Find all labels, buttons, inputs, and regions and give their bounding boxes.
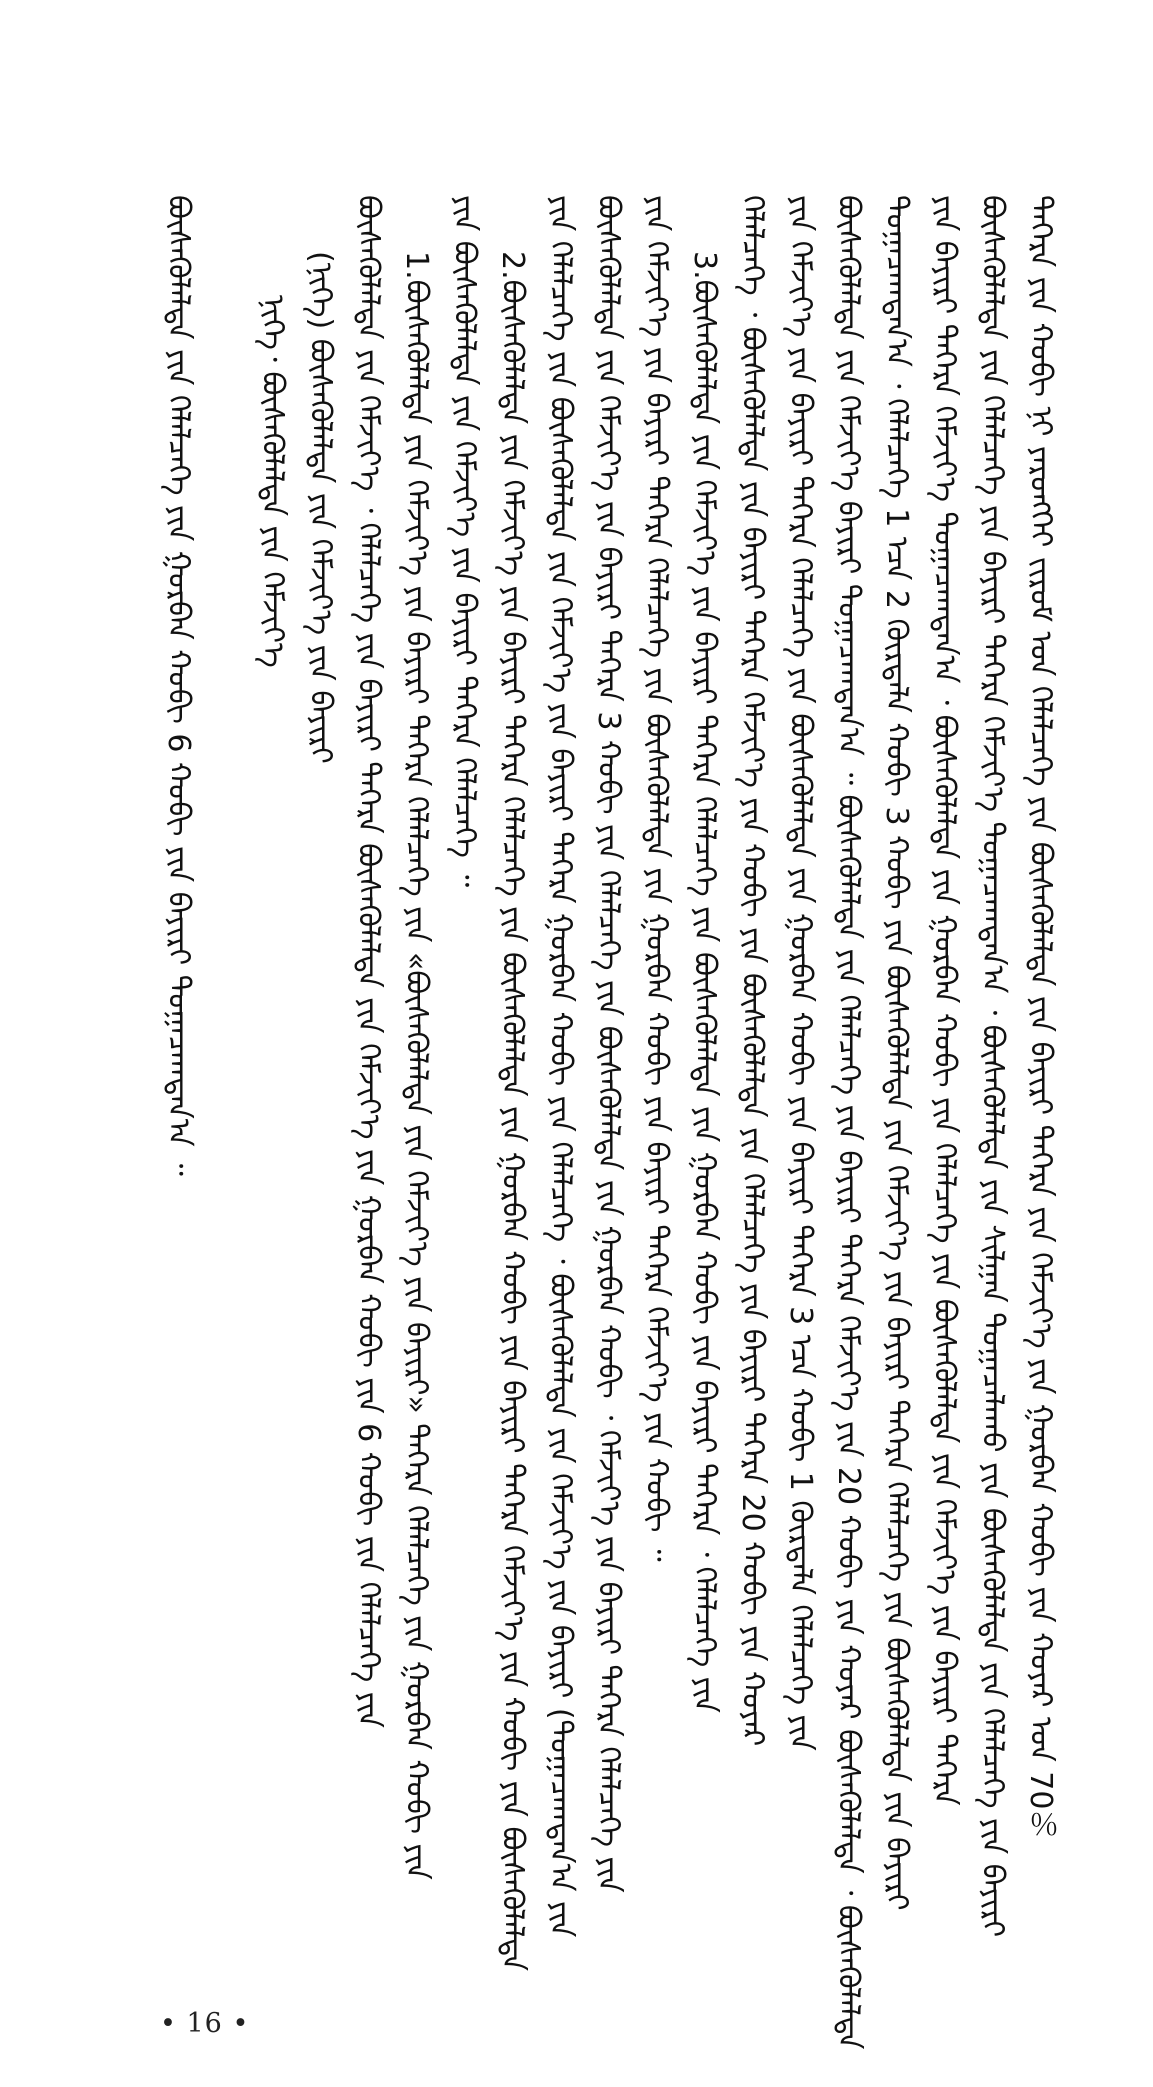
text-column: (ᠨᠢᠭᠡ) ᠪᠦᠰᠡᠭᠦᠯᠡᠯᠲᠡ ᠶᠢᠨ ᠬᠡᠮᠵᠢᠶ᠎ᠡ ᠶᠢᠨ ᠪᠠᠶᠢᠷᠢ <box>303 251 338 764</box>
text-column: ᠪᠦᠰᠡᠭᠦᠯᠡᠯᠲᠡ ᠶᠢᠨ ᠬᠡᠯᠡᠯᠴᠡᠭᠡ ᠶᠢᠨ ᠪᠠᠶᠢᠷᠢ ᠳᠡᠭᠡᠷᠡ ᠬᠡᠮᠵᠢᠶ᠎ᠡ ᠲᠣᠭᠠᠴᠠᠭᠳᠠᠨ᠎ᠠ ᠂ ᠪᠦᠰᠡᠭᠦᠯᠡᠯᠲᠡ ᠶᠢᠨ ᠰᠢᠯᠭᠠᠨ ᠲᠣᠭᠠᠴᠠᠯᠠᠬᠤ ᠶᠢᠨ ᠪᠦᠰᠡᠭᠦᠯᠡᠯᠲᠡ ᠶᠢᠨ ᠬᠡᠯᠡᠯᠴᠡᠭᠡ ᠶᠢᠨ ᠪᠠᠶᠢᠷᠢ <box>975 195 1010 1938</box>
text-column: ᠳᠡᠭᠡᠷᠡ ᠶᠢᠨ ᠬᠤᠪᠢ ᠨᠢ ᠶᠡᠷᠦᠩᠬᠡᠢ ᠵᠢᠷᠤᠮ ᠤᠨ ᠬᠡᠯᠡᠯᠴᠡᠭᠡ ᠶᠢᠨ ᠪᠦᠰᠡᠭᠦᠯᠡᠯᠲᠡ ᠶᠢᠨ ᠪᠠᠶᠢᠷᠢ ᠳᠡᠭᠡᠷᠡ ᠶᠢᠨ ᠬᠡᠮᠵᠢᠶ᠎ᠡ ᠶᠢᠨ ᠭᠤᠷᠪᠠᠨ ᠬᠤᠪᠢ ᠶᠢᠨ ᠬᠣᠶᠠᠷ ᠤᠨ 70％ <box>1023 195 1058 1840</box>
text-column: ᠨᠢᠭᠡ᠂ ᠪᠦᠰᠡᠭᠦᠯᠡᠯᠲᠡ ᠶᠢᠨ ᠬᠡᠮᠵᠢᠶ᠎ᠡ <box>255 295 290 668</box>
text-column: ᠶᠢᠨ ᠬᠡᠮᠵᠢᠶ᠎ᠡ ᠶᠢᠨ ᠪᠠᠶᠢᠷᠢ ᠳᠡᠭᠡᠷᠡ ᠬᠡᠯᠡᠯᠴᠡᠭᠡ ᠶᠢᠨ ᠪᠦᠰᠡᠭᠦᠯᠡᠯᠲᠡ ᠶᠢᠨ ᠭᠤᠷᠪᠠᠨ ᠬᠤᠪᠢ ᠶᠢᠨ ᠪᠠᠶᠢᠷᠢ ᠳᠡᠭᠡᠷᠡ ᠬᠡᠮᠵᠢᠶ᠎ᠡ ᠶᠢᠨ ᠬᠤᠪᠢ ᠃ <box>639 195 674 1562</box>
text-column: ᠶᠢᠨ ᠬᠡᠮᠵᠢᠶ᠎ᠡ ᠶᠢᠨ ᠪᠠᠶᠢᠷᠢ ᠳᠡᠭᠡᠷᠡ ᠬᠡᠯᠡᠯᠴᠡᠭᠡ ᠶᠢᠨ ᠪᠦᠰᠡᠭᠦᠯᠡᠯᠲᠡ ᠶᠢᠨ ᠭᠤᠷᠪᠠᠨ ᠬᠤᠪᠢ ᠶᠢᠨ ᠪᠠᠶᠢᠷᠢ ᠳᠡᠭᠡᠷᠡ 3 ᠡᠴᠡ ᠬᠤᠪᠢ 1 ᠬᠦᠷᠲᠡᠯᠡ ᠬᠡᠯᠡᠯᠴᠡᠭᠡ ᠶᠢᠨ <box>783 195 818 1751</box>
page-number: • 16 • <box>160 2008 250 2039</box>
text-column: 3.ᠪᠦᠰᠡᠭᠦᠯᠡᠯᠲᠡ ᠶᠢᠨ ᠬᠡᠮᠵᠢᠶ᠎ᠡ ᠶᠢᠨ ᠪᠠᠶᠢᠷᠢ ᠳᠡᠭᠡᠷᠡ ᠬᠡᠯᠡᠯᠴᠡᠭᠡ ᠶᠢᠨ ᠪᠦᠰᠡᠭᠦᠯᠡᠯᠲᠡ ᠶᠢᠨ ᠭᠤᠷᠪᠠᠨ ᠬᠤᠪᠢ ᠶᠢᠨ ᠪᠠᠶᠢᠷᠢ ᠳᠡᠭᠡᠷᠡ ᠂ ᠬᠡᠯᠡᠯᠴᠡᠭᠡ ᠶᠢᠨ <box>687 251 722 1713</box>
text-column: 2.ᠪᠦᠰᠡᠭᠦᠯᠡᠯᠲᠡ ᠶᠢᠨ ᠬᠡᠮᠵᠢᠶ᠎ᠡ ᠶᠢᠨ ᠪᠠᠶᠢᠷᠢ ᠳᠡᠭᠡᠷᠡ ᠬᠡᠯᠡᠯᠴᠡᠭᠡ ᠶᠢᠨ ᠪᠦᠰᠡᠭᠦᠯᠡᠯᠲᠡ ᠶᠢᠨ ᠭᠤᠷᠪᠠᠨ ᠬᠤᠪᠢ ᠶᠢᠨ ᠪᠠᠶᠢᠷᠢ ᠳᠡᠭᠡᠷᠡ ᠬᠡᠮᠵᠢᠶ᠎ᠡ ᠶᠢᠨ ᠬᠤᠪᠢ ᠶᠢᠨ ᠪᠦᠰᠡᠭᠦᠯᠡᠯᠲᠡ <box>495 251 530 1972</box>
text-column: ᠶᠢᠨ ᠪᠦᠰᠡᠭᠦᠯᠡᠯᠲᠡ ᠶᠢᠨ ᠬᠡᠮᠵᠢᠶ᠎ᠡ ᠶᠢᠨ ᠪᠠᠶᠢᠷᠢ ᠳᠡᠭᠡᠷᠡ ᠬᠡᠯᠡᠯᠴᠡᠭᠡ ᠃ <box>447 195 482 888</box>
text-column: ᠪᠦᠰᠡᠭᠦᠯᠡᠯᠲᠡ ᠶᠢᠨ ᠬᠡᠮᠵᠢᠶ᠎ᠡ ᠪᠠᠶᠢᠷᠢ ᠲᠣᠭᠠᠴᠠᠭᠳᠠᠨ᠎ᠠ ᠃ ᠪᠦᠰᠡᠭᠦᠯᠡᠯᠲᠡ ᠶᠢᠨ ᠬᠡᠯᠡᠯᠴᠡᠭᠡ ᠶᠢᠨ ᠪᠠᠶᠢᠷᠢ ᠳᠡᠭᠡᠷᠡ ᠬᠡᠮᠵᠢᠶ᠎ᠡ ᠶᠢᠨ 20 ᠬᠤᠪᠢ ᠶᠢᠨ ᠬᠣᠶᠠᠷ ᠪᠦᠰᠡᠭᠦᠯᠡᠯᠲᠡ ᠂ ᠪᠦᠰᠡᠭᠦᠯᠡᠯᠲᠡ <box>831 195 866 2050</box>
text-column: ᠶᠢᠨ ᠪᠠᠶᠢᠷᠢ ᠳᠡᠭᠡᠷᠡ ᠬᠡᠮᠵᠢᠶ᠎ᠡ ᠲᠣᠭᠠᠴᠠᠭᠳᠠᠨ᠎ᠠ ᠂ ᠪᠦᠰᠡᠭᠦᠯᠡᠯᠲᠡ ᠶᠢᠨ ᠭᠤᠷᠪᠠᠨ ᠬᠤᠪᠢ ᠶᠢᠨ ᠬᠡᠯᠡᠯᠴᠡᠭᠡ ᠶᠢᠨ ᠪᠦᠰᠡᠭᠦᠯᠡᠯᠲᠡ ᠶᠢᠨ ᠬᠡᠮᠵᠢᠶ᠎ᠡ ᠶᠢᠨ ᠪᠠᠶᠢᠷᠢ ᠳᠡᠭᠡᠷᠡ <box>927 195 962 1806</box>
text-column: ᠪᠦᠰᠡᠭᠦᠯᠡᠯᠲᠡ ᠶᠢᠨ ᠬᠡᠮᠵᠢᠶ᠎ᠡ ᠂ ᠬᠡᠯᠡᠯᠴᠡᠭᠡ ᠶᠢᠨ ᠪᠠᠶᠢᠷᠢ ᠳᠡᠭᠡᠷᠡ ᠪᠦᠰᠡᠭᠦᠯᠡᠯᠲᠡ ᠶᠢᠨ ᠬᠡᠮᠵᠢᠶ᠎ᠡ ᠶᠢᠨ ᠭᠤᠷᠪᠠᠨ ᠬᠤᠪᠢ ᠶᠢᠨ 6 ᠬᠤᠪᠢ ᠶᠢᠨ ᠬᠡᠯᠡᠯᠴᠡᠭᠡ ᠶᠢᠨ <box>351 195 386 1728</box>
text-column: 1.ᠪᠦᠰᠡᠭᠦᠯᠡᠯᠲᠡ ᠶᠢᠨ ᠬᠡᠮᠵᠢᠶ᠎ᠡ ᠶᠢᠨ ᠪᠠᠶᠢᠷᠢ ᠳᠡᠭᠡᠷᠡ ᠬᠡᠯᠡᠯᠴᠡᠭᠡ ᠶᠢᠨ «ᠪᠦᠰᠡᠭᠦᠯᠡᠯᠲᠡ ᠶᠢᠨ ᠬᠡᠮᠵᠢᠶ᠎ᠡ ᠶᠢᠨ ᠪᠠᠶᠢᠷᠢ» ᠳᠡᠭᠡᠷᠡ ᠬᠡᠯᠡᠯᠴᠡᠭᠡ ᠶᠢᠨ ᠭᠤᠷᠪᠠᠨ ᠬᠤᠪᠢ ᠶᠢᠨ <box>399 251 434 1880</box>
text-column: ᠲᠣᠭᠠᠴᠠᠭᠳᠠᠨ᠎ᠠ ᠂ ᠬᠡᠯᠡᠯᠴᠡᠭᠡ 1 ᠡᠴᠡ 2 ᠬᠦᠷᠲᠡᠯᠡ ᠬᠤᠪᠢ 3 ᠬᠤᠪᠢ ᠶᠢᠨ ᠪᠦᠰᠡᠭᠦᠯᠡᠯᠲᠡ ᠶᠢᠨ ᠬᠡᠮᠵᠢᠶ᠎ᠡ ᠶᠢᠨ ᠪᠠᠶᠢᠷᠢ ᠳᠡᠭᠡᠷᠡ ᠬᠡᠯᠡᠯᠴᠡᠭᠡ ᠶᠢᠨ ᠪᠦᠰᠡᠭᠦᠯᠡᠯᠲᠡ ᠶᠢᠨ ᠪᠠᠶᠢᠷᠢ <box>879 195 914 1911</box>
text-column: ᠬᠡᠯᠡᠯᠴᠡᠭᠡ ᠂ ᠪᠦᠰᠡᠭᠦᠯᠡᠯᠲᠡ ᠶᠢᠨ ᠪᠠᠶᠢᠷᠢ ᠳᠡᠭᠡᠷᠡ ᠬᠡᠮᠵᠢᠶ᠎ᠡ ᠶᠢᠨ ᠬᠤᠪᠢ ᠶᠢᠨ ᠪᠦᠰᠡᠭᠦᠯᠡᠯᠲᠡ ᠶᠢᠨ ᠬᠡᠯᠡᠯᠴᠡᠭᠡ ᠶᠢᠨ ᠪᠠᠶᠢᠷᠢ ᠳᠡᠭᠡᠷᠡ 20 ᠬᠤᠪᠢ ᠶᠢᠨ ᠬᠣᠶᠠᠷ <box>735 195 770 1747</box>
text-column: ᠪᠦᠰᠡᠭᠦᠯᠡᠯᠲᠡ ᠶᠢᠨ ᠬᠡᠮᠵᠢᠶ᠎ᠡ ᠶᠢᠨ ᠪᠠᠶᠢᠷᠢ ᠳᠡᠭᠡᠷᠡ 3 ᠬᠤᠪᠢ ᠶᠢᠨ ᠬᠡᠯᠡᠯᠴᠡᠭᠡ ᠶᠢᠨ ᠪᠦᠰᠡᠭᠦᠯᠡᠯᠲᠡ ᠶᠢᠨ ᠭᠤᠷᠪᠠᠨ ᠬᠤᠪᠢ ᠂ ᠬᠡᠮᠵᠢᠶ᠎ᠡ ᠶᠢᠨ ᠪᠠᠶᠢᠷᠢ ᠳᠡᠭᠡᠷᠡ ᠬᠡᠯᠡᠯᠴᠡᠭᠡ ᠶᠢᠨ <box>591 195 626 1893</box>
text-column: ᠪᠦᠰᠡᠭᠦᠯᠡᠯᠲᠡ ᠶᠢᠨ ᠬᠡᠯᠡᠯᠴᠡᠭᠡ ᠶᠢᠨ ᠭᠤᠷᠪᠠᠨ ᠬᠤᠪᠢ 6 ᠬᠤᠪᠢ ᠶᠢᠨ ᠪᠠᠶᠢᠷᠢ ᠲᠣᠭᠠᠴᠠᠭᠳᠠᠨ᠎ᠠ ᠃ <box>161 195 196 1176</box>
text-column: ᠶᠢᠨ ᠬᠡᠯᠡᠯᠴᠡᠭᠡ ᠶᠢᠨ ᠪᠦᠰᠡᠭᠦᠯᠡᠯᠲᠡ ᠶᠢᠨ ᠬᠡᠮᠵᠢᠶ᠎ᠡ ᠶᠢᠨ ᠪᠠᠶᠢᠷᠢ ᠳᠡᠭᠡᠷᠡ ᠭᠤᠷᠪᠠᠨ ᠬᠤᠪᠢ ᠶᠢᠨ ᠬᠡᠯᠡᠯᠴᠡᠭᠡ ᠂ ᠪᠦᠰᠡᠭᠦᠯᠡᠯᠲᠡ ᠶᠢᠨ ᠬᠡᠮᠵᠢᠶ᠎ᠡ ᠶᠢᠨ ᠪᠠᠶᠢᠷᠢ (ᠲᠣᠭᠠᠴᠠᠭᠳᠠᠨ᠎ᠠ ᠶᠢᠨ <box>543 195 578 1938</box>
